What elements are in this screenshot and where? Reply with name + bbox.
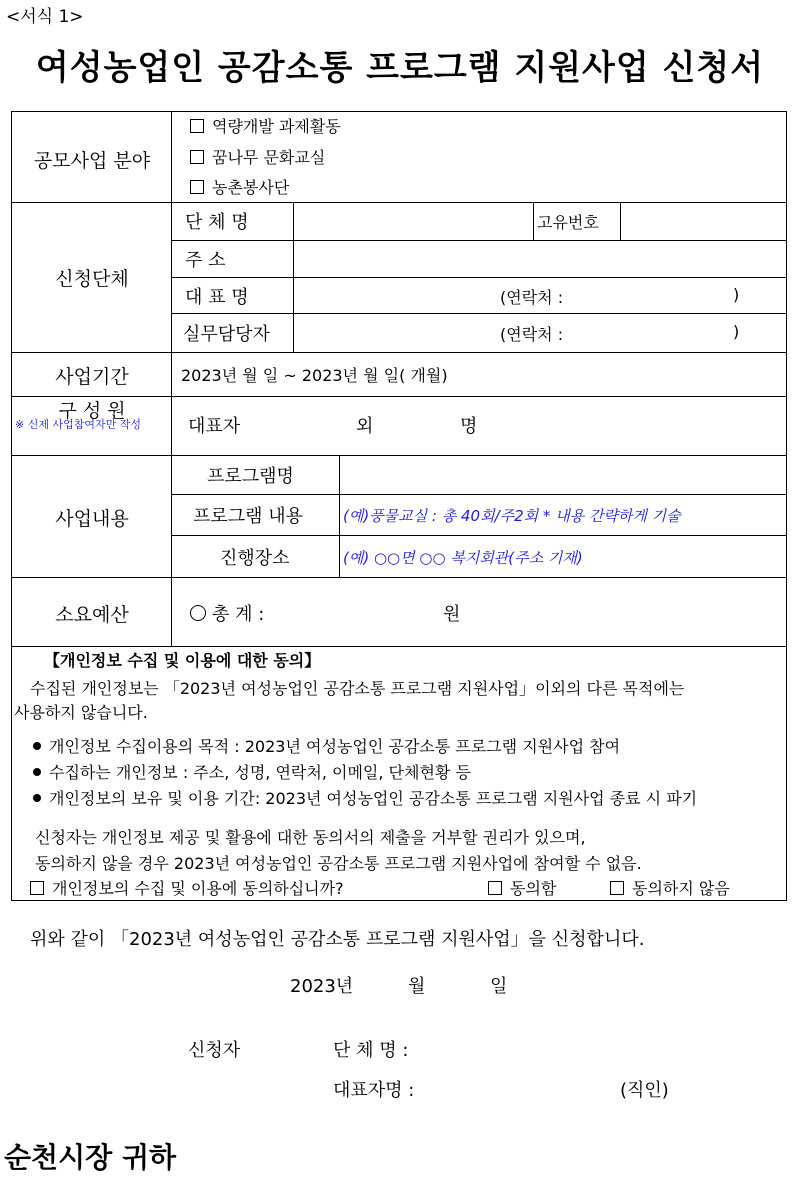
checkbox-icon[interactable] (190, 150, 204, 164)
period-value: 2023년 월 일 ~ 2023년 월 일( 개월) (181, 366, 448, 385)
members-rep: 대표자 (188, 416, 241, 437)
circle-bullet-icon (190, 605, 206, 621)
bullet-icon (33, 742, 41, 750)
address-label: 주 소 (185, 250, 226, 271)
sign-group-name-label: 단 체 명 : (333, 1040, 409, 1061)
budget-label: 소요예산 (55, 604, 129, 626)
bullet-icon (33, 768, 41, 776)
checkbox-icon[interactable] (488, 881, 502, 895)
sign-rep-name-label: 대표자명 : (333, 1080, 415, 1101)
program-content-label: 프로그램 내용 (193, 506, 304, 527)
checkbox-icon[interactable] (190, 119, 204, 133)
staff-contact-label: (연락처 : (500, 325, 564, 344)
privacy-intro-line1: 수집된 개인정보는 「2023년 여성농업인 공감소통 프로그램 지원사업」이외의 다른 목적에는 (30, 679, 685, 698)
budget-won: 원 (443, 604, 461, 625)
page-title: 여성농업인 공감소통 프로그램 지원사업 신청서 (35, 48, 765, 88)
venue-example: (예) ○○면 ○○ 복지회관(주소 기재) (343, 549, 583, 567)
bullet-icon (33, 794, 41, 802)
privacy-bullet: 개인정보의 보유 및 이용 기간: 2023년 여성농업인 공감소통 프로그램 지원사업 종료 시 파기 (33, 786, 697, 809)
group-name-label: 단 체 명 (185, 212, 249, 233)
staff-contact-close: ) (733, 322, 740, 341)
budget-total: 총 계 : (190, 600, 264, 626)
checkbox-icon (30, 881, 44, 895)
date-year: 2023년 (290, 976, 354, 997)
unique-number-label: 고유번호 (537, 213, 599, 232)
rep-contact-label: (연락처 : (500, 288, 564, 307)
members-count-unit: 명 (460, 416, 478, 437)
period-label: 사업기간 (55, 366, 129, 388)
privacy-intro-line2: 사용하지 않습니다. (14, 703, 148, 722)
addressee: 순천시장 귀하 (4, 1141, 177, 1174)
checkbox-icon[interactable] (610, 881, 624, 895)
category-label: 공모사업 분야 (33, 150, 151, 172)
rep-contact-close: ) (733, 285, 740, 304)
staff-label: 실무담당자 (183, 324, 270, 345)
consent-question: 개인정보의 수집 및 이용에 동의하십니까? (30, 876, 344, 899)
applicant-label: 신청자 (188, 1040, 241, 1061)
category-option-2[interactable]: 꿈나무 문화교실 (190, 145, 325, 168)
seal-label: (직인) (620, 1080, 669, 1101)
checkbox-icon[interactable] (190, 180, 204, 194)
program-name-label: 프로그램명 (207, 466, 294, 487)
privacy-refusal-line1: 신청자는 개인정보 제공 및 활용에 대한 동의서의 제출을 거부할 권리가 있으며, (35, 828, 586, 847)
members-note: ※ 신제 사업참여자만 작성 (15, 418, 141, 431)
applicant-group-label: 신청단체 (55, 268, 129, 290)
privacy-refusal-line2: 동의하지 않을 경우 2023년 여성농업인 공감소통 프로그램 지원사업에 참여할 수 없음. (35, 854, 642, 873)
representative-label: 대 표 명 (185, 287, 249, 308)
category-option-1[interactable]: 역량개발 과제활동 (190, 114, 341, 137)
consent-disagree[interactable]: 동의하지 않음 (610, 876, 730, 899)
privacy-bullet: 수집하는 개인정보 : 주소, 성명, 연락처, 이메일, 단체현황 등 (33, 760, 471, 783)
venue-label: 진행장소 (220, 548, 290, 569)
application-statement: 위와 같이 「2023년 여성농업인 공감소통 프로그램 지원사업」을 신청합니다. (30, 929, 645, 950)
content-label: 사업내용 (55, 508, 129, 530)
date-day: 일 (490, 976, 508, 997)
members-label: 구 성 원 (58, 400, 126, 422)
date-month: 월 (408, 976, 426, 997)
form-number-label: <서식 1> (6, 7, 84, 27)
category-option-3[interactable]: 농촌봉사단 (190, 175, 289, 198)
members-oe: 외 (356, 416, 374, 437)
privacy-bullet: 개인정보 수집이용의 목적 : 2023년 여성농업인 공감소통 프로그램 지원사업 참여 (33, 734, 620, 757)
privacy-heading: 【개인정보 수집 및 이용에 대한 동의】 (44, 651, 321, 670)
program-content-example: (예)풍물교실 : 총 40회/주2회 * 내용 간략하게 기술 (343, 507, 681, 525)
consent-agree[interactable]: 동의함 (488, 876, 556, 899)
